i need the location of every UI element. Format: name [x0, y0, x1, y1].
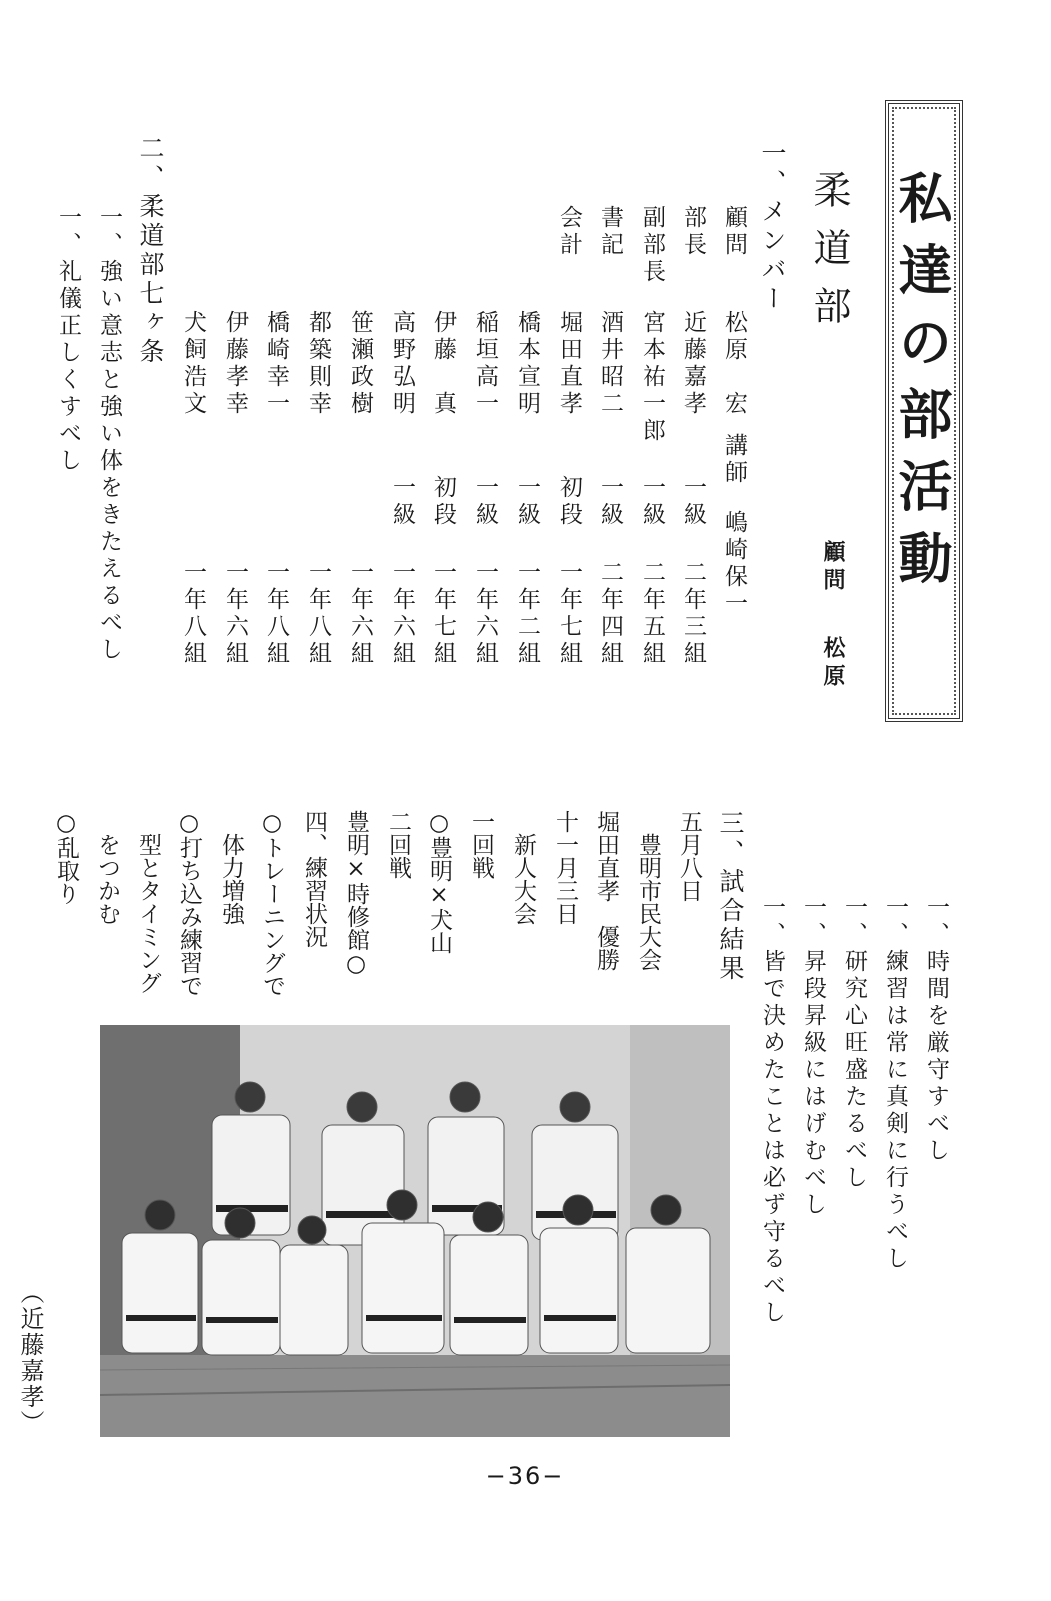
- member-name: 酒井昭二: [597, 310, 623, 418]
- page-title: 私達の部活動: [890, 170, 953, 602]
- member-role: 顧問: [721, 205, 747, 259]
- member-class: 一年八組: [305, 560, 331, 668]
- member-rank: 一級: [389, 475, 415, 529]
- rule-item: 一、練習は常に真剣に行うべし: [882, 895, 908, 1273]
- member-row: [511, 205, 545, 675]
- result-line: 一回戦: [468, 810, 494, 879]
- rule-item: 一、皆で決めたことは必ず守るべし: [759, 895, 785, 1327]
- member-name: 伊藤孝幸: [222, 310, 248, 418]
- member-row: [636, 205, 670, 675]
- member-name: 伊藤 真: [430, 310, 456, 418]
- member-rank: 一級: [472, 475, 498, 529]
- result-line: ○豊明×犬山: [426, 810, 452, 954]
- member-row: [344, 205, 378, 675]
- member-row: [260, 205, 294, 675]
- member-class: 嶋崎保一: [721, 510, 747, 618]
- result-line: 豊明×時修館○: [343, 810, 369, 977]
- results-heading: 三、試合結果: [716, 810, 745, 984]
- result-line: 五月八日: [676, 810, 702, 902]
- member-rank: 一級: [597, 475, 623, 529]
- member-row: [427, 205, 461, 675]
- member-class: 一年八組: [263, 560, 289, 668]
- member-class: 二年五組: [639, 560, 665, 668]
- rule-item: 一、強い意志と強い体をきたえるべし: [96, 205, 122, 664]
- member-rank: 一級: [639, 475, 665, 529]
- member-name: 橋崎幸一: [263, 310, 289, 418]
- member-class: 一年七組: [430, 560, 456, 668]
- member-role: 副部長: [639, 205, 665, 286]
- rules-heading: 二、柔道部七ヶ条: [136, 135, 165, 367]
- result-line: 十一月三日: [552, 810, 578, 925]
- member-role: 会計: [556, 205, 582, 259]
- member-rank: 初段: [430, 475, 456, 529]
- member-row: [469, 205, 503, 675]
- member-row: [718, 205, 752, 675]
- member-class: 一年八組: [180, 560, 206, 668]
- rule-item: 一、礼儀正しくすべし: [55, 205, 81, 475]
- result-line: 新人大会: [510, 810, 536, 925]
- member-class: 二年三組: [680, 560, 706, 668]
- result-line: 豊明市民大会: [635, 810, 661, 971]
- author-credit: （近藤嘉孝）: [16, 1280, 44, 1436]
- member-class: 一年七組: [556, 560, 582, 668]
- member-row: [386, 205, 420, 675]
- club-photo-graphic: [100, 1025, 730, 1437]
- member-name: 宮本祐一郎: [639, 310, 665, 445]
- practice-line: をつかむ: [94, 810, 120, 925]
- practice-line: ○乱取り: [53, 810, 79, 905]
- members-heading: 一、メンバー: [758, 140, 787, 314]
- advisor-label: 顧問: [820, 540, 846, 596]
- member-rank: 初段: [556, 475, 582, 529]
- practice-line: ○打ち込み練習で: [176, 810, 202, 997]
- member-row: [594, 205, 628, 675]
- member-class: 二年四組: [597, 560, 623, 668]
- club-name: 柔道部: [807, 170, 851, 344]
- advisor-name: 松原: [820, 636, 846, 692]
- member-row: [302, 205, 336, 675]
- member-class: 一年六組: [347, 560, 373, 668]
- advisor-line: [822, 540, 844, 692]
- member-role: 部長: [680, 205, 706, 259]
- member-name: 笹瀬政樹: [347, 310, 373, 418]
- practice-heading: 四、練習状況: [301, 810, 327, 948]
- member-name: 高野弘明: [389, 310, 415, 418]
- practice-line: 型とタイミング: [135, 810, 161, 994]
- member-name: 犬飼浩文: [180, 310, 206, 418]
- practice-line: ○トレーニングで: [259, 810, 285, 997]
- rule-item: 一、昇段昇級にはげむべし: [800, 895, 826, 1219]
- page-number: −36−: [485, 1462, 565, 1490]
- member-role: 書記: [597, 205, 623, 259]
- member-name: 都築則幸: [305, 310, 331, 418]
- member-row: [553, 205, 587, 675]
- club-photo: [100, 1025, 730, 1437]
- member-row: [219, 205, 253, 675]
- member-name: 堀田直孝: [556, 310, 582, 418]
- member-rank: 一級: [514, 475, 540, 529]
- result-line: 堀田直孝 優勝: [593, 810, 619, 971]
- member-name: 松原 宏: [721, 310, 747, 418]
- member-class: 一年六組: [222, 560, 248, 668]
- result-line: 二回戦: [385, 810, 411, 879]
- practice-line: 体力増強: [218, 810, 244, 925]
- member-name: 稲垣高一: [472, 310, 498, 418]
- member-class: 一年六組: [389, 560, 415, 668]
- member-name: 近藤嘉孝: [680, 310, 706, 418]
- rule-item: 一、時間を厳守すべし: [923, 895, 949, 1165]
- rule-item: 一、研究心旺盛たるべし: [841, 895, 867, 1192]
- member-class: 一年六組: [472, 560, 498, 668]
- member-name: 橋本宣明: [514, 310, 540, 418]
- member-row: [677, 205, 711, 675]
- member-row: [177, 205, 211, 675]
- member-class: 一年二組: [514, 560, 540, 668]
- member-rank: 講師: [721, 433, 747, 487]
- member-rank: 一級: [680, 475, 706, 529]
